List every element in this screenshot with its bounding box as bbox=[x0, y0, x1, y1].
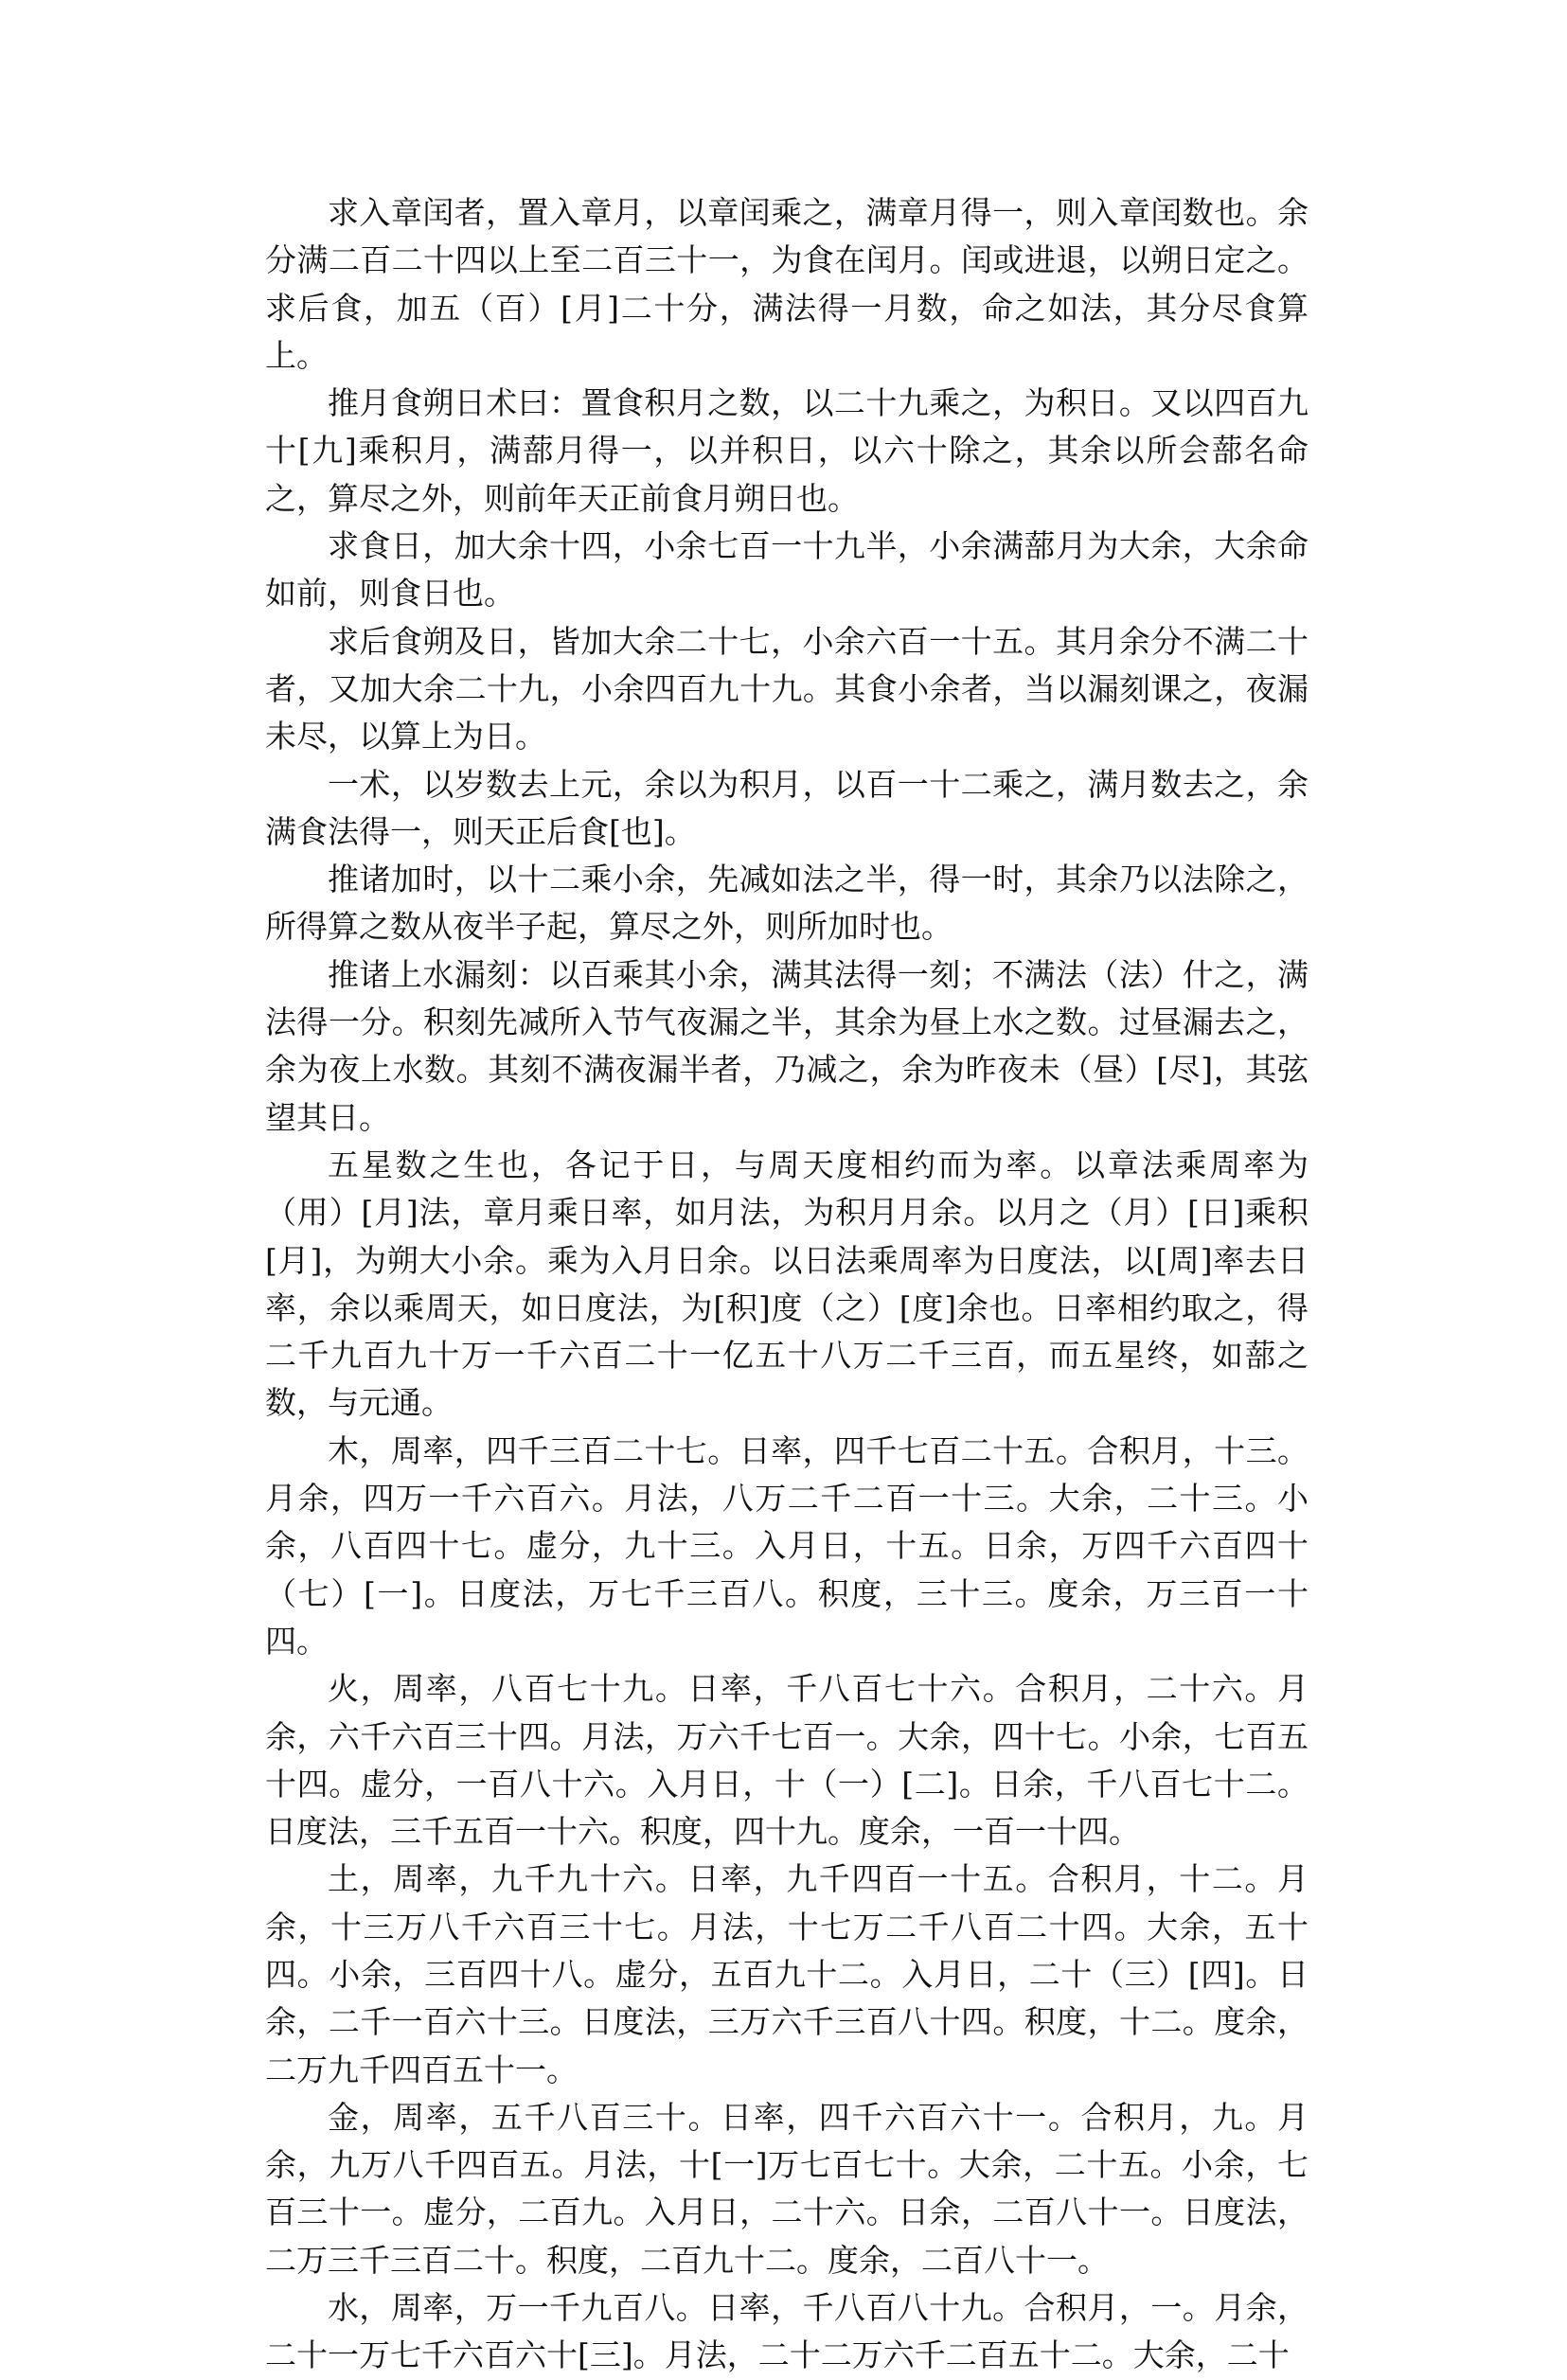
paragraph: 一术，以岁数去上元，余以为积月，以百一十二乘之，满月数去之，余满食法得一，则天正后食[也]。 bbox=[265, 765, 1309, 850]
paragraph: 五星数之生也，各记于日，与周天度相约而为率。以章法乘周率为（用）[月]法，章月乘日率，如月法，为积月月余。以月之（月）[日]乘积[月]，为朔大小余。乘为入月日余。以日法乘周率为日度法，以[周]率去日率，余以乘周天，如日度法，为[积]度（之）[度]余也。日率相约取之，得二千九百九十万一千六百二十一亿五十八万二千三百，而五星终，如蔀之数，与元通。 bbox=[265, 1146, 1309, 1422]
paragraph: 土，周率，九千九十六。日率，九千四百一十五。合积月，十二。月余，十三万八千六百三十七。月法，十七万二千八百二十四。大余，五十四。小余，三百四十八。虚分，五百九十二。入月日，二十（三）[四]。日余，二千一百六十三。日度法，三万六千三百八十四。积度，十二。度余，二万九千四百五十一。 bbox=[265, 1860, 1309, 2088]
paragraph: 求食日，加大余十四，小余七百一十九半，小余满蔀月为大余，大余命如前，则食日也。 bbox=[265, 527, 1309, 613]
paragraph: 木，周率，四千三百二十七。日率，四千七百二十五。合积月，十三。月余，四万一千六百六。月法，八万二千二百一十三。大余，二十三。小余，八百四十七。虚分，九十三。入月日，十五。日余，万四千六百四十（七）[一]。日度法，万七千三百八。积度，三十三。度余，万三百一十四。 bbox=[265, 1431, 1309, 1660]
paragraph: 火，周率，八百七十九。日率，千八百七十六。合积月，二十六。月余，六千六百三十四。月法，万六千七百一。大余，四十七。小余，七百五十四。虚分，一百八十六。入月日，十（一）[二]。日余，千八百七十二。日度法，三千五百一十六。积度，四十九。度余，一百一十四。 bbox=[265, 1670, 1309, 1851]
paragraph: 水，周率，万一千九百八。日率，千八百八十九。合积月，一。月余，二十一万七千六百六十[三]。月法，二十二万六千二百五十二。大余，二十 bbox=[265, 2289, 1309, 2374]
paragraph: 推诸上水漏刻：以百乘其小余，满其法得一刻；不满法（法）什之，满法得一分。积刻先减所入节气夜漏之半，其余为昼上水之数。过昼漏去之，余为夜上水数。其刻不满夜漏半者，乃减之，余为昨夜未（昼）[尽]，其弦望其日。 bbox=[265, 955, 1309, 1136]
paragraph: 求后食朔及日，皆加大余二十七，小余六百一十五。其月余分不满二十者，又加大余二十九，小余四百九十九。其食小余者，当以漏刻课之，夜漏未尽，以算上为日。 bbox=[265, 622, 1309, 755]
paragraph: 推诸加时，以十二乘小余，先减如法之半，得一时，其余乃以法除之，所得算之数从夜半子起，算尽之外，则所加时也。 bbox=[265, 861, 1309, 946]
paragraph: 推月食朔日术曰：置食积月之数，以二十九乘之，为积日。又以四百九十[九]乘积月，满蔀月得一，以并积日，以六十除之，其余以所会蔀名命之，算尽之外，则前年天正前食月朔日也。 bbox=[265, 384, 1309, 517]
paragraph: 求入章闰者，置入章月，以章闰乘之，满章月得一，则入章闰数也。余分满二百二十四以上至二百三十一，为食在闰月。闰或进退，以朔日定之。求后食，加五（百）[月]二十分，满法得一月数，命之如法，其分尽食算上。 bbox=[265, 194, 1309, 374]
document-page bbox=[265, 189, 1309, 2380]
paragraph: 金，周率，五千八百三十。日率，四千六百六十一。合积月，九。月余，九万八千四百五。月法，十[一]万七百七十。大余，二十五。小余，七百三十一。虚分，二百九。入月日，二十六。日余，二百八十一。日度法，二万三千三百二十。积度，二百九十二。度余，二百八十一。 bbox=[265, 2098, 1309, 2279]
